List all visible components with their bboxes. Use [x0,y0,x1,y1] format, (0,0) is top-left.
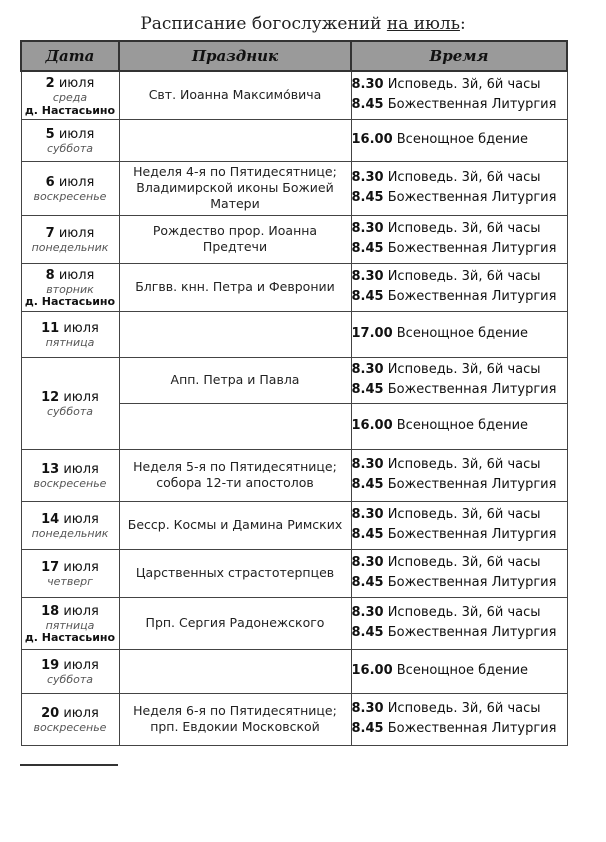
date-cell [21,693,119,745]
date-day: 13 [41,462,60,478]
time-cell [351,119,567,161]
time-cell [351,71,567,119]
feast-cell: Прп. Сергия Радонежского [119,597,351,649]
time-line [352,380,567,400]
feast-cell [119,119,351,161]
date-day: 20 [41,706,60,722]
time-line [352,360,567,380]
time-line [352,603,567,623]
service-name: Божественная Литургия [383,527,557,542]
time-line [352,168,567,188]
date-line [46,76,95,91]
time-line [352,455,567,475]
date-cell [21,263,119,311]
service-name: Всенощное бдение [392,662,529,678]
date-day: 5 [45,127,55,143]
time-value: 8.45 [351,575,384,590]
service-name: Исповедь. 3й, 6й часы [383,700,541,716]
date-weekday: воскресенье [33,477,107,491]
service-name: Божественная Литургия [383,241,557,256]
date-day: 7 [45,226,55,242]
service-name: Божественная Литургия [383,575,557,590]
title-prefix: Расписание богослужений [140,14,387,34]
date-cell [21,161,119,215]
time-value: 8.45 [351,527,384,542]
date-day: 6 [45,175,55,191]
time-value: 8.30 [351,700,384,716]
time-cell [351,449,567,501]
table-row [21,357,567,403]
service-name: Исповедь. 3й, 6й часы [383,361,541,377]
time-cell [351,263,567,311]
time-value: 17.00 [351,325,393,341]
date-month: июля [63,390,99,406]
date-month: июля [63,603,99,619]
time-line [352,219,567,239]
date-month: июля [63,512,99,528]
table-row [21,161,567,215]
service-name: Исповедь. 3й, 6й часы [383,220,541,236]
date-cell [21,357,119,449]
date-month: июля [63,321,99,337]
time-value: 8.45 [351,625,384,640]
date-month: июля [63,658,99,674]
date-place: д. Настасьино [24,631,116,645]
time-value: 8.30 [351,361,384,377]
date-cell [21,311,119,357]
service-name: Исповедь. 3й, 6й часы [383,456,541,472]
table-row [21,693,567,745]
time-value: 8.45 [351,721,384,736]
time-line [352,505,567,525]
date-weekday: суббота [46,673,93,687]
date-day: 2 [45,76,55,92]
date-place: д. Настасьино [24,295,116,309]
time-value: 8.30 [351,506,384,522]
date-weekday: вторник [46,282,94,296]
date-day: 14 [41,512,60,528]
time-value: 8.30 [351,220,384,236]
service-name: Исповедь. 3й, 6й часы [383,77,541,93]
table-row [21,215,567,263]
service-name: Исповедь. 3й, 6й часы [383,506,541,522]
header-date: Дата [21,41,119,71]
date-line [41,604,99,619]
time-value: 8.30 [351,604,384,620]
time-line [352,623,567,643]
feast-cell: Царственных страстотерпцев [119,549,351,597]
date-day: 19 [41,658,60,674]
date-weekday: пятница [45,618,95,632]
feast-cell: Бесср. Космы и Дамина Римских [119,501,351,549]
date-line [41,706,99,721]
time-value: 8.45 [351,477,384,492]
schedule-table [20,40,568,746]
date-day: 11 [41,321,60,337]
time-line [352,95,567,115]
time-cell [351,549,567,597]
date-month: июля [63,462,99,478]
time-cell [351,403,567,449]
feast-cell: Рождество прор. Иоанна Предтечи [119,215,351,263]
date-month: июля [58,226,95,242]
date-cell [21,501,119,549]
time-line [352,661,567,681]
feast-cell: Блгвв. кнн. Петра и Февронии [119,263,351,311]
date-weekday: четверг [47,575,93,589]
date-line [41,390,99,405]
time-cell [351,649,567,693]
service-name: Исповедь. 3й, 6й часы [383,604,541,620]
date-month: июля [58,267,95,283]
date-line [41,512,99,527]
date-cell [21,597,119,649]
table-row [21,263,567,311]
date-cell [21,449,119,501]
date-day: 18 [41,603,60,619]
table-row [21,649,567,693]
time-line [352,573,567,593]
service-name: Исповедь. 3й, 6й часы [383,554,541,570]
time-value: 8.45 [351,97,384,113]
table-row [21,119,567,161]
service-name: Божественная Литургия [383,190,557,205]
table-row [21,311,567,357]
service-name: Божественная Литургия [383,97,557,113]
date-cell [21,119,119,161]
service-name: Всенощное бдение [392,325,529,341]
date-weekday: воскресенье [33,190,107,204]
time-line [352,719,567,739]
service-name: Всенощное бдение [392,131,529,147]
service-name: Божественная Литургия [383,721,557,736]
time-value: 16.00 [351,131,393,147]
date-line [41,462,99,477]
service-name: Всенощное бдение [392,417,529,433]
date-month: июля [63,560,99,576]
feast-cell [119,311,351,357]
time-line [352,130,567,150]
table-row [21,597,567,649]
date-weekday: понедельник [31,527,109,541]
date-cell [21,549,119,597]
date-weekday: среда [52,91,88,105]
service-name: Божественная Литургия [383,289,557,304]
date-line [41,560,99,575]
date-weekday: пятница [45,336,95,350]
date-day: 12 [41,390,60,406]
date-cell [21,71,119,119]
time-value: 16.00 [351,417,393,433]
time-line [352,525,567,545]
time-value: 8.30 [351,268,384,284]
time-value: 8.30 [351,456,384,472]
date-weekday: суббота [46,405,93,419]
date-place: д. Настасьино [24,103,116,117]
table-row [21,71,567,119]
time-value: 8.45 [351,289,384,304]
date-weekday: суббота [46,142,93,156]
time-cell [351,215,567,263]
service-name: Исповедь. 3й, 6й часы [383,268,541,284]
header-feast: Праздник [119,41,351,71]
date-weekday: воскресенье [33,721,107,735]
feast-cell: Апп. Петра и Павла [119,357,351,403]
time-cell [351,501,567,549]
table-header-row [21,41,567,71]
feast-cell: Неделя 5-я по Пятидесятнице; собора 12-ти апостолов [119,449,351,501]
time-value: 8.30 [351,554,384,570]
date-line [41,321,99,336]
date-cell [21,215,119,263]
title-month: на июль [386,14,460,34]
time-cell [351,357,567,403]
header-time: Время [351,41,567,71]
service-name: Божественная Литургия [383,625,557,640]
time-line [352,239,567,259]
feast-cell [119,403,351,449]
date-month: июля [58,175,95,191]
time-line [352,475,567,495]
date-line [46,127,95,142]
table-row [21,501,567,549]
service-name: Божественная Литургия [383,382,557,397]
time-line [352,416,567,436]
time-value: 8.45 [351,190,384,205]
date-month: июля [58,127,95,143]
time-value: 8.30 [351,169,384,185]
time-line [352,553,567,573]
time-cell [351,597,567,649]
date-line [46,268,95,283]
date-line [46,175,95,190]
page-title [0,14,606,34]
time-line [352,267,567,287]
service-name: Исповедь. 3й, 6й часы [383,169,541,185]
feast-cell [119,649,351,693]
time-line [352,699,567,719]
title-suffix: : [459,14,466,34]
feast-cell: Свт. Иоанна Максимо́вича [119,71,351,119]
time-value: 16.00 [351,662,393,678]
time-value: 8.30 [351,77,384,93]
feast-cell: Неделя 6-я по Пятидесятнице; прп. Евдокии Московской [119,693,351,745]
time-cell [351,311,567,357]
date-line [41,658,99,673]
time-value: 8.45 [351,382,384,397]
date-day: 8 [45,267,55,283]
date-cell [21,649,119,693]
feast-cell: Неделя 4-я по Пятидесятнице; Владимирской иконы Божией Матери [119,161,351,215]
time-line [352,75,567,95]
service-name: Божественная Литургия [383,477,557,492]
date-month: июля [63,706,99,722]
date-month: июля [58,76,95,92]
time-line [352,188,567,208]
time-cell [351,693,567,745]
table-row [21,449,567,501]
date-weekday: понедельник [31,241,109,255]
table-bottom-rule [20,764,118,766]
date-line [46,226,95,241]
time-cell [351,161,567,215]
table-row [21,549,567,597]
time-value: 8.45 [351,241,384,256]
time-line [352,324,567,344]
date-day: 17 [41,560,60,576]
schedule-body [21,71,567,745]
time-line [352,287,567,307]
